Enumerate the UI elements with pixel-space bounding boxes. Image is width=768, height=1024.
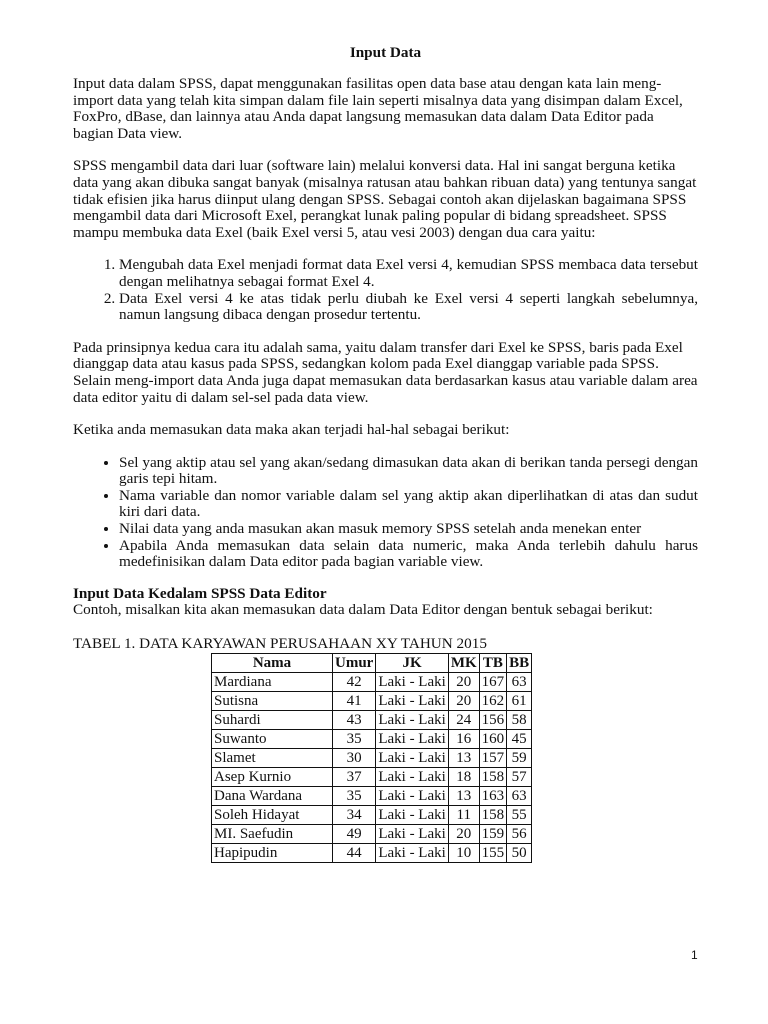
column-header-umur: Umur [333,654,376,673]
cell-bb: 59 [507,749,532,768]
cell-jk: Laki - Laki [376,844,448,863]
cell-tb: 163 [479,787,507,806]
table-row [212,673,532,692]
cell-umur: 37 [333,768,376,787]
cell-bb: 56 [507,825,532,844]
page-number: 1 [691,948,698,962]
cell-nama: MI. Saefudin [212,825,333,844]
column-header-nama: Nama [212,654,333,673]
column-header-tb: TB [479,654,507,673]
table-row [212,730,532,749]
table-row [212,711,532,730]
numbered-list-item: 2. Data Exel versi 4 ke atas tidak perlu diubah ke Exel versi 4 seperti langkah sebelumnya, namun langsung dibaca dengan prosedur tertentu. [119,291,698,324]
cell-tb: 167 [479,673,507,692]
cell-jk: Laki - Laki [376,692,448,711]
bullet-list-item: • Nilai data yang anda masukan akan masuk memory SPSS setelah anda menekan enter [119,521,698,538]
cell-umur: 43 [333,711,376,730]
bullet-list [73,455,698,571]
cell-bb: 57 [507,768,532,787]
cell-umur: 44 [333,844,376,863]
cell-umur: 35 [333,730,376,749]
cell-mk: 20 [448,825,479,844]
cell-mk: 13 [448,787,479,806]
cell-tb: 157 [479,749,507,768]
employee-table [211,653,532,863]
cell-bb: 63 [507,787,532,806]
section-heading: Input Data Kedalam SPSS Data Editor [73,584,327,602]
cell-umur: 41 [333,692,376,711]
cell-jk: Laki - Laki [376,730,448,749]
bullet-list-item: • Apabila Anda memasukan data selain data numeric, maka Anda terlebih dahulu harus medefinisikan dalam Data editor pada bagian variable view. [119,538,698,571]
cell-nama: Suhardi [212,711,333,730]
table-header-row [212,654,532,673]
cell-umur: 30 [333,749,376,768]
page-title: Input Data [349,44,422,61]
cell-umur: 49 [333,825,376,844]
table-row [212,692,532,711]
bullet-list-item: • Sel yang aktip atau sel yang akan/sedang dimasukan data akan di berikan tanda persegi dengan garis tepi hitam. [119,455,698,488]
table-row [212,749,532,768]
cell-nama: Mardiana [212,673,333,692]
cell-jk: Laki - Laki [376,711,448,730]
cell-umur: 35 [333,787,376,806]
cell-tb: 156 [479,711,507,730]
cell-mk: 13 [448,749,479,768]
cell-nama: Suwanto [212,730,333,749]
cell-umur: 34 [333,806,376,825]
paragraph-principle: Pada prinsipnya kedua cara itu adalah sama, yaitu dalam transfer dari Exel ke SPSS, baris pada Exel dianggap data atau kasus pada SPSS, sedangkan kolom pada Exel dianggap variable pada SPSS. Selain meng-import data Anda juga dapat memasukan data berdasarkan kasus atau variable dalam area data editor yaitu di dalam sel-sel pada data view. [73,338,698,406]
cell-nama: Soleh Hidayat [212,806,333,825]
section-text: Contoh, misalkan kita akan memasukan data dalam Data Editor dengan bentuk sebagai berikut: [73,600,653,618]
cell-nama: Dana Wardana [212,787,333,806]
cell-bb: 61 [507,692,532,711]
cell-nama: Slamet [212,749,333,768]
cell-tb: 162 [479,692,507,711]
table-row [212,844,532,863]
cell-bb: 50 [507,844,532,863]
cell-nama: Sutisna [212,692,333,711]
cell-mk: 11 [448,806,479,825]
column-header-bb: BB [507,654,532,673]
cell-mk: 20 [448,673,479,692]
bullet-list-item: • Nama variable dan nomor variable dalam sel yang aktip akan diperlihatkan di atas dan sudut kiri dari data. [119,488,698,521]
cell-jk: Laki - Laki [376,768,448,787]
cell-jk: Laki - Laki [376,787,448,806]
cell-mk: 10 [448,844,479,863]
table-row [212,787,532,806]
column-header-jk: JK [376,654,448,673]
cell-tb: 160 [479,730,507,749]
paragraph-intro: Input data dalam SPSS, dapat menggunakan fasilitas open data base atau dengan kata lain meng-import data yang telah kita simpan dalam file lain seperti misalnya data yang disimpan dalam Excel, FoxPro, dBase, dan lainnya atau Anda dapat langsung memasukan data dalam Data Editor pada bagian Data view. [73,75,683,142]
cell-bb: 45 [507,730,532,749]
cell-nama: Asep Kurnio [212,768,333,787]
cell-mk: 20 [448,692,479,711]
cell-tb: 158 [479,768,507,787]
numbered-list [73,257,698,323]
table-row [212,825,532,844]
cell-tb: 159 [479,825,507,844]
cell-tb: 155 [479,844,507,863]
cell-tb: 158 [479,806,507,825]
cell-mk: 16 [448,730,479,749]
table-row [212,768,532,787]
document-body [73,38,698,863]
table-caption: TABEL 1. DATA KARYAWAN PERUSAHAAN XY TAHUN 2015 [73,635,487,653]
cell-jk: Laki - Laki [376,749,448,768]
cell-jk: Laki - Laki [376,673,448,692]
paragraph-conversion: SPSS mengambil data dari luar (software lain) melalui konversi data. Hal ini sangat berguna ketika data yang akan dibuka sangat banyak (misalnya ratusan atau bahkan ribuan data) yang tentunya sangat tidak efisien jika harus diinput ulang dengan SPSS. Sebagai contoh akan dijelaskan bagaimana SPSS mengambil data dari Microsoft Exel, perangkat lunak paling popular di bidang spreadsheet. SPSS mampu membuka data Exel (baik Exel versi 5, atau vesi 2003) dengan dua cara yaitu: [73,157,697,241]
cell-bb: 55 [507,806,532,825]
table-row [212,806,532,825]
numbered-list-item: 1. Mengubah data Exel menjadi format data Exel versi 4, kemudian SPSS membaca data tersebut dengan melihatnya sebagai format Exel 4. [119,257,698,290]
cell-mk: 18 [448,768,479,787]
table-body [212,673,532,863]
cell-bb: 63 [507,673,532,692]
paragraph-when-input: Ketika anda memasukan data maka akan terjadi hal-hal sebagai berikut: [73,421,510,439]
cell-nama: Hapipudin [212,844,333,863]
column-header-mk: MK [448,654,479,673]
cell-umur: 42 [333,673,376,692]
cell-jk: Laki - Laki [376,825,448,844]
cell-jk: Laki - Laki [376,806,448,825]
cell-bb: 58 [507,711,532,730]
cell-mk: 24 [448,711,479,730]
